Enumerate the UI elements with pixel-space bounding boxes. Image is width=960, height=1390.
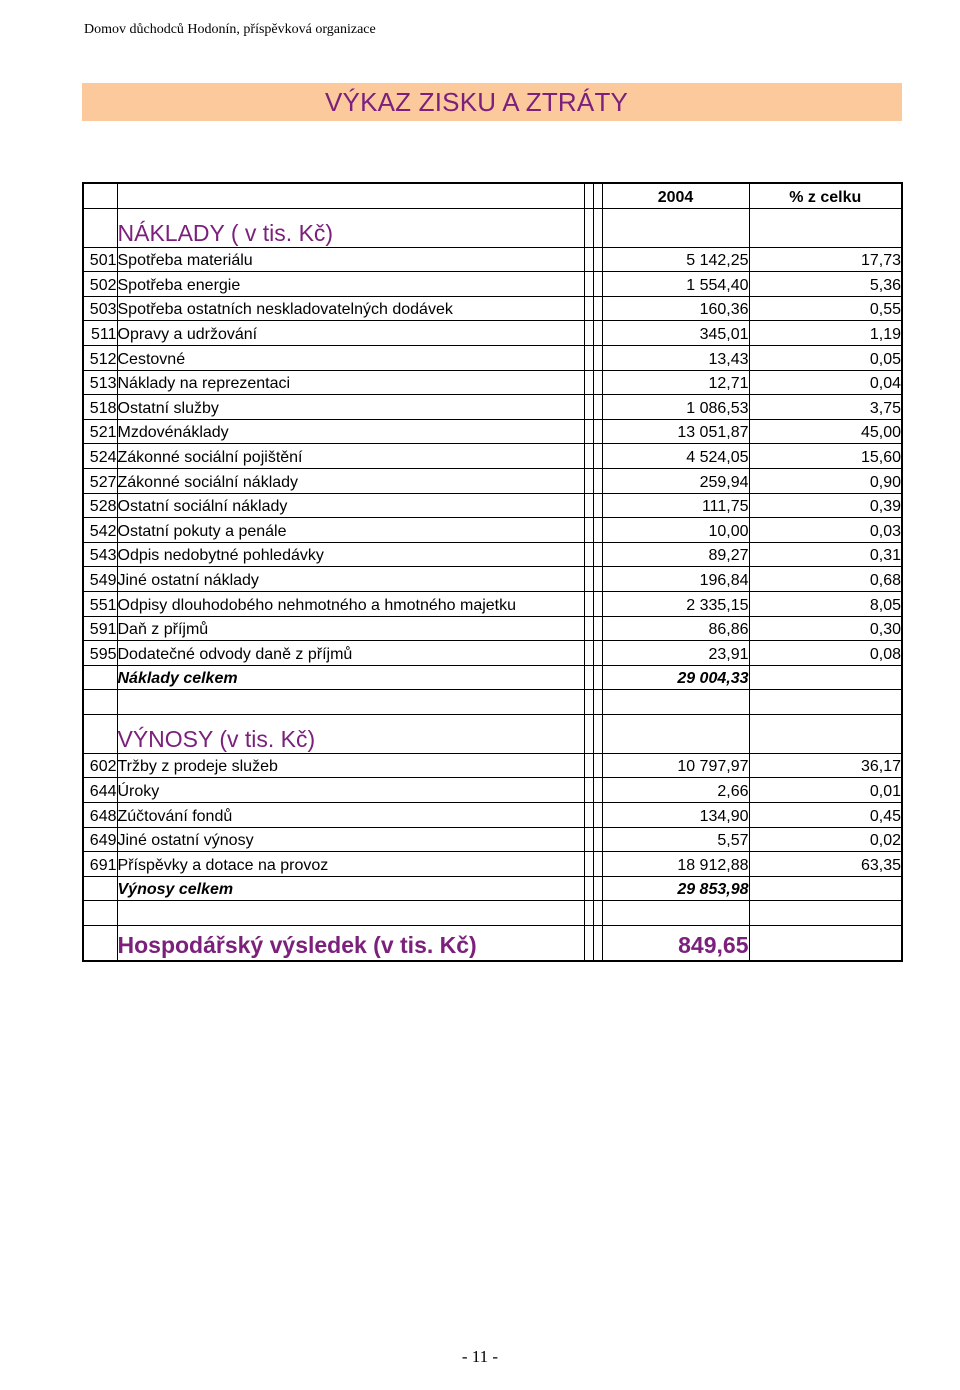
account-value: 160,36 [602, 296, 749, 321]
table-row [83, 542, 902, 567]
value-cell [602, 901, 749, 926]
report-title: VÝKAZ ZISKU A ZTRÁTY [325, 87, 629, 117]
section-heading: NÁKLADY ( v tis. Kč) [117, 208, 584, 247]
account-value: 345,01 [602, 321, 749, 346]
table-row [83, 395, 902, 420]
gap-cell [593, 827, 602, 852]
table-body [83, 183, 902, 961]
account-name: Zúčtování fondů [117, 803, 584, 828]
table-row [83, 468, 902, 493]
account-percent: 0,03 [749, 518, 902, 543]
code-cell [83, 665, 117, 690]
percent-cell [749, 665, 902, 690]
account-code: 524 [83, 444, 117, 469]
account-code: 527 [83, 468, 117, 493]
header-code-cell [83, 183, 117, 208]
account-name: Odpisy dlouhodobého nehmotného a hmotného majetku [117, 591, 584, 616]
gap-cell [584, 395, 593, 420]
gap-cell [584, 208, 593, 247]
account-code: 512 [83, 345, 117, 370]
account-name: Ostatní sociální náklady [117, 493, 584, 518]
table-row [83, 444, 902, 469]
gap-cell [584, 444, 593, 469]
gap-cell [593, 714, 602, 753]
account-code: 528 [83, 493, 117, 518]
account-code: 542 [83, 518, 117, 543]
table-row [83, 567, 902, 592]
account-code: 691 [83, 852, 117, 877]
account-value: 259,94 [602, 468, 749, 493]
section-heading-row [83, 714, 902, 753]
gap-cell [593, 901, 602, 926]
account-name: Opravy a udržování [117, 321, 584, 346]
account-code: 649 [83, 827, 117, 852]
blank-row [83, 690, 902, 715]
code-cell [83, 690, 117, 715]
column-header-row [83, 183, 902, 208]
code-cell [83, 901, 117, 926]
account-percent: 0,04 [749, 370, 902, 395]
account-name: Ostatní služby [117, 395, 584, 420]
account-value: 12,71 [602, 370, 749, 395]
account-name: Jiné ostatní výnosy [117, 827, 584, 852]
header-gap-cell [593, 183, 602, 208]
gap-cell [584, 370, 593, 395]
gap-cell [584, 591, 593, 616]
account-percent: 0,90 [749, 468, 902, 493]
account-code: 644 [83, 778, 117, 803]
total-row [83, 665, 902, 690]
account-percent: 0,01 [749, 778, 902, 803]
gap-cell [593, 641, 602, 666]
account-value: 89,27 [602, 542, 749, 567]
table-row [83, 493, 902, 518]
percent-cell [749, 901, 902, 926]
account-code: 521 [83, 419, 117, 444]
gap-cell [584, 272, 593, 297]
account-percent: 45,00 [749, 419, 902, 444]
value-cell [602, 208, 749, 247]
table-row [83, 321, 902, 346]
section-heading: VÝNOSY (v tis. Kč) [117, 714, 584, 753]
organization-header: Domov důchodců Hodonín, příspěvková organizace [84, 22, 376, 37]
account-value: 86,86 [602, 616, 749, 641]
account-code: 503 [83, 296, 117, 321]
gap-cell [584, 778, 593, 803]
table-row [83, 247, 902, 272]
table-row [83, 591, 902, 616]
table-row [83, 518, 902, 543]
total-row [83, 876, 902, 901]
gap-cell [584, 419, 593, 444]
table-row [83, 616, 902, 641]
account-code: 551 [83, 591, 117, 616]
account-code: 513 [83, 370, 117, 395]
account-value: 196,84 [602, 567, 749, 592]
account-code: 518 [83, 395, 117, 420]
total-label: Výnosy celkem [117, 876, 584, 901]
account-value: 2 335,15 [602, 591, 749, 616]
account-percent: 36,17 [749, 753, 902, 778]
account-value: 13 051,87 [602, 419, 749, 444]
account-value: 10,00 [602, 518, 749, 543]
account-percent: 15,60 [749, 444, 902, 469]
account-value: 5 142,25 [602, 247, 749, 272]
gap-cell [584, 345, 593, 370]
account-name: Spotřeba energie [117, 272, 584, 297]
account-percent: 3,75 [749, 395, 902, 420]
gap-cell [593, 321, 602, 346]
gap-cell [593, 616, 602, 641]
percent-cell [749, 714, 902, 753]
gap-cell [593, 370, 602, 395]
gap-cell [584, 493, 593, 518]
gap-cell [593, 493, 602, 518]
gap-cell [584, 901, 593, 926]
gap-cell [593, 444, 602, 469]
code-cell [83, 926, 117, 962]
code-cell [83, 714, 117, 753]
gap-cell [593, 876, 602, 901]
account-name: Mzdovénáklady [117, 419, 584, 444]
gap-cell [584, 803, 593, 828]
account-percent: 0,05 [749, 345, 902, 370]
account-value: 134,90 [602, 803, 749, 828]
gap-cell [584, 542, 593, 567]
account-percent: 0,68 [749, 567, 902, 592]
income-statement-table [82, 182, 903, 962]
gap-cell [593, 542, 602, 567]
account-percent: 5,36 [749, 272, 902, 297]
account-name: Daň z příjmů [117, 616, 584, 641]
gap-cell [593, 778, 602, 803]
result-row [83, 926, 902, 962]
percent-cell [749, 876, 902, 901]
account-name: Spotřeba materiálu [117, 247, 584, 272]
account-code: 502 [83, 272, 117, 297]
total-label: Náklady celkem [117, 665, 584, 690]
gap-cell [584, 468, 593, 493]
gap-cell [593, 419, 602, 444]
account-percent: 0,31 [749, 542, 902, 567]
account-code: 501 [83, 247, 117, 272]
percent-cell [749, 690, 902, 715]
blank-row [83, 901, 902, 926]
account-code: 602 [83, 753, 117, 778]
account-code: 549 [83, 567, 117, 592]
gap-cell [593, 272, 602, 297]
gap-cell [584, 852, 593, 877]
gap-cell [593, 296, 602, 321]
value-cell [602, 690, 749, 715]
account-value: 2,66 [602, 778, 749, 803]
total-value: 29 004,33 [602, 665, 749, 690]
gap-cell [584, 690, 593, 715]
account-value: 111,75 [602, 493, 749, 518]
account-percent: 8,05 [749, 591, 902, 616]
percent-cell [749, 926, 902, 962]
gap-cell [584, 321, 593, 346]
account-name: Tržby z prodeje služeb [117, 753, 584, 778]
table-row [83, 852, 902, 877]
gap-cell [593, 567, 602, 592]
gap-cell [593, 690, 602, 715]
account-percent: 0,55 [749, 296, 902, 321]
gap-cell [593, 753, 602, 778]
gap-cell [584, 641, 593, 666]
account-name: Spotřeba ostatních neskladovatelných dodávek [117, 296, 584, 321]
account-name: Dodatečné odvody daně z příjmů [117, 641, 584, 666]
table-row [83, 753, 902, 778]
gap-cell [593, 591, 602, 616]
account-value: 10 797,97 [602, 753, 749, 778]
account-value: 18 912,88 [602, 852, 749, 877]
table-row [83, 827, 902, 852]
account-value: 1 086,53 [602, 395, 749, 420]
table-row [83, 419, 902, 444]
account-name: Jiné ostatní náklady [117, 567, 584, 592]
account-name: Cestovné [117, 345, 584, 370]
account-percent: 1,19 [749, 321, 902, 346]
account-name: Úroky [117, 778, 584, 803]
gap-cell [593, 926, 602, 962]
account-name: Odpis nedobytné pohledávky [117, 542, 584, 567]
account-name: Zákonné sociální náklady [117, 468, 584, 493]
account-name: Zákonné sociální pojištění [117, 444, 584, 469]
gap-cell [584, 518, 593, 543]
account-value: 5,57 [602, 827, 749, 852]
table-row [83, 296, 902, 321]
table-row [83, 803, 902, 828]
table-row [83, 778, 902, 803]
account-code: 595 [83, 641, 117, 666]
gap-cell [593, 468, 602, 493]
header-gap-cell [584, 183, 593, 208]
gap-cell [593, 395, 602, 420]
gap-cell [584, 876, 593, 901]
account-value: 23,91 [602, 641, 749, 666]
gap-cell [584, 926, 593, 962]
account-percent: 0,39 [749, 493, 902, 518]
table-row [83, 370, 902, 395]
account-percent: 63,35 [749, 852, 902, 877]
account-name: Ostatní pokuty a penále [117, 518, 584, 543]
account-percent: 0,02 [749, 827, 902, 852]
gap-cell [584, 753, 593, 778]
table-row [83, 345, 902, 370]
account-percent: 0,45 [749, 803, 902, 828]
gap-cell [593, 208, 602, 247]
percent-column-header: % z celku [749, 183, 902, 208]
gap-cell [593, 247, 602, 272]
account-code: 511 [83, 321, 117, 346]
account-name: Příspěvky a dotace na provoz [117, 852, 584, 877]
account-value: 4 524,05 [602, 444, 749, 469]
percent-cell [749, 208, 902, 247]
account-percent: 0,08 [749, 641, 902, 666]
gap-cell [593, 665, 602, 690]
gap-cell [584, 827, 593, 852]
account-name: Náklady na reprezentaci [117, 370, 584, 395]
title-banner [82, 83, 902, 121]
gap-cell [593, 518, 602, 543]
table-row [83, 272, 902, 297]
result-value: 849,65 [602, 926, 749, 962]
year-column-header: 2004 [602, 183, 749, 208]
gap-cell [584, 616, 593, 641]
total-value: 29 853,98 [602, 876, 749, 901]
code-cell [83, 208, 117, 247]
page-number: - 11 - [461, 1347, 499, 1366]
gap-cell [584, 296, 593, 321]
gap-cell [584, 714, 593, 753]
gap-cell [584, 665, 593, 690]
value-cell [602, 714, 749, 753]
account-value: 13,43 [602, 345, 749, 370]
account-value: 1 554,40 [602, 272, 749, 297]
gap-cell [584, 247, 593, 272]
account-percent: 17,73 [749, 247, 902, 272]
account-code: 648 [83, 803, 117, 828]
name-cell [117, 901, 584, 926]
table-row [83, 641, 902, 666]
account-percent: 0,30 [749, 616, 902, 641]
section-heading-row [83, 208, 902, 247]
gap-cell [593, 345, 602, 370]
account-code: 543 [83, 542, 117, 567]
name-cell [117, 690, 584, 715]
gap-cell [593, 803, 602, 828]
code-cell [83, 876, 117, 901]
account-code: 591 [83, 616, 117, 641]
header-name-cell [117, 183, 584, 208]
gap-cell [593, 852, 602, 877]
gap-cell [584, 567, 593, 592]
result-label: Hospodářský výsledek (v tis. Kč) [117, 932, 477, 959]
